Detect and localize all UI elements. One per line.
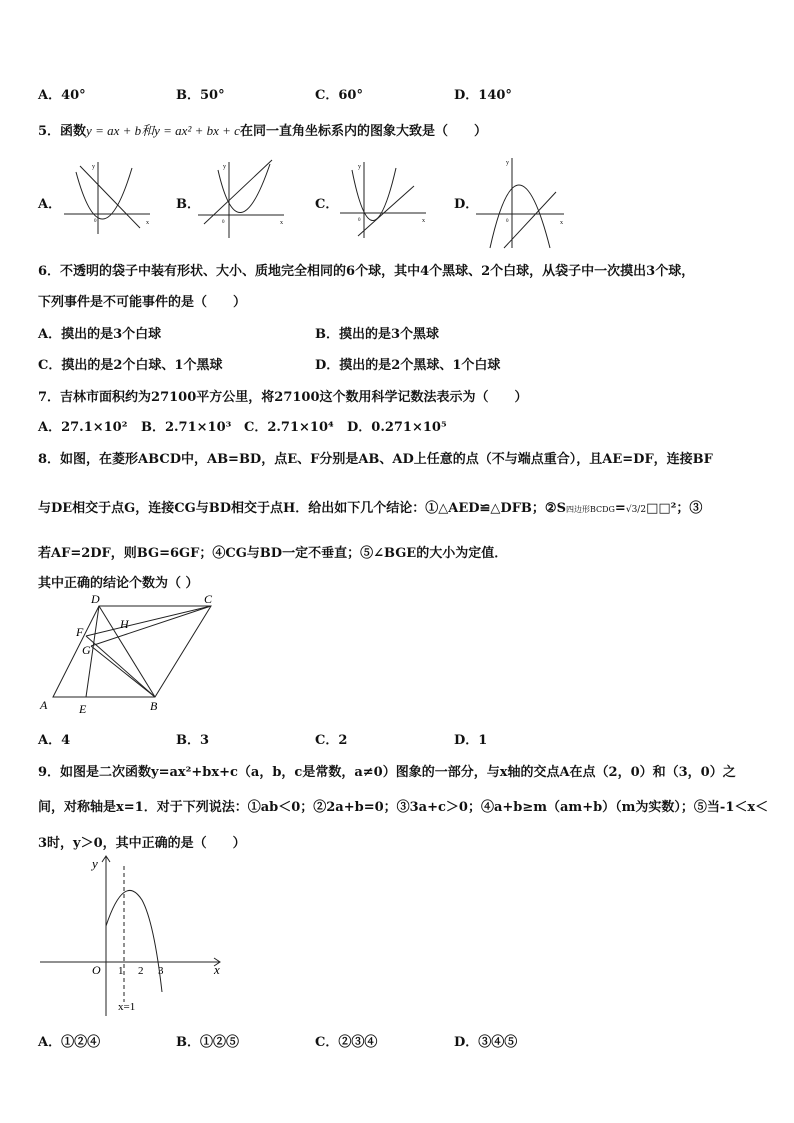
q5-option-d-label: D．: [454, 197, 479, 212]
q6-stem-line2: 下列事件是不可能事件的是（ ）: [38, 295, 247, 310]
q9-stem-line1: 9．如图是二次函数y=ax²+bx+c（a，b，c是常数，a≠0）图象的一部分，与x轴的交点A在点（2，0）和（3，0）之: [38, 765, 736, 780]
svg-text:x: x: [280, 220, 283, 226]
q7-option-d: D．0.271×10⁵: [347, 420, 447, 435]
q9-option-c: C．②③④: [315, 1035, 378, 1050]
straight-line: [80, 166, 140, 228]
q8-line2-subscript: 四边形BCDG: [565, 505, 615, 514]
q6-option-a: A．摸出的是3个白球: [38, 327, 162, 342]
q8-line2-a: 与DE相交于点G，连接CG与BD相交于点H．给出如下几个结论：①△AED≌△DFB；②S: [38, 501, 566, 516]
segment-fb: [86, 636, 155, 697]
q6-stem-line1: 6．不透明的袋子中装有形状、大小、质地完全相同的6个球，其中4个黑球、2个白球，从袋子中一次摸出3个球，: [38, 264, 695, 279]
svg-text:x: x: [422, 218, 425, 224]
svg-text:y: y: [223, 164, 226, 170]
q7-stem: 7．吉林市面积约为27100平方公里，将27100这个数用科学记数法表示为（ ）: [38, 390, 528, 405]
label-d: D: [91, 592, 100, 606]
svg-text:x: x: [560, 220, 563, 226]
svg-text:y: y: [358, 164, 361, 170]
q6-option-d: D．摸出的是2个黑球、1个白球: [315, 358, 501, 373]
q5-graph-d: [474, 156, 570, 252]
q8-line2-fraction: √3/2: [625, 505, 647, 515]
segment-gb: [91, 646, 155, 697]
straight-line: [358, 186, 414, 236]
segment-fc: [86, 606, 211, 636]
q9-option-a: A．①②④: [38, 1035, 101, 1050]
tick-1: 1: [118, 965, 124, 977]
q8-stem-line3: 若AF=2DF，则BG=6GF；④CG与BD一定不垂直；⑤∠BGE的大小为定值．: [38, 546, 508, 561]
q4-option-d: D．140°: [454, 88, 512, 103]
parabola-curve: [106, 890, 162, 992]
svg-text:y: y: [506, 160, 509, 166]
label-axis-of-symmetry: x=1: [118, 1001, 136, 1013]
q5-graph-c: [338, 158, 430, 240]
label-y: y: [92, 856, 98, 871]
label-x: x: [214, 962, 220, 977]
q4-option-b: B．50°: [176, 88, 225, 103]
label-f: F: [76, 625, 84, 639]
label-b: B: [150, 699, 158, 713]
q8-option-d: D．1: [454, 733, 488, 748]
label-g: G: [82, 643, 91, 657]
svg-text:0: 0: [506, 219, 509, 224]
q4-option-a: A．40°: [38, 88, 86, 103]
q7-option-b: B．2.71×10³: [141, 420, 232, 435]
tick-2: 2: [138, 965, 144, 977]
q9-option-b: B．①②⑤: [176, 1035, 239, 1050]
parabola: [490, 185, 550, 248]
q8-stem-line2: [38, 497, 702, 516]
q7-option-a: A．27.1×10²: [38, 420, 128, 435]
straight-line: [204, 160, 272, 224]
tick-3: 3: [158, 965, 164, 977]
q9-stem-line2: 间，对称轴是x=1．对于下列说法：①ab＜0；②2a+b=0；③3a+c＞0；④a+b≥m（am+b）（m为实数）；⑤当-1＜x＜: [38, 800, 769, 815]
svg-text:0: 0: [94, 219, 97, 224]
q9-stem-line3: 3时，y＞0，其中正确的是（ ）: [38, 836, 246, 851]
q6-option-b: B．摸出的是3个黑球: [315, 327, 440, 342]
q9-parabola-figure: [36, 852, 226, 1022]
q5-text-after: 在同一直角坐标系内的图象大致是（ ）: [239, 124, 487, 139]
q8-stem-line4: 其中正确的结论个数为（ ）: [38, 576, 199, 591]
q8-stem-line1: 8．如图，在菱形ABCD中，AB=BD，点E、F分别是AB、AD上任意的点（不与端点重合），且AE=DF，连接BF: [38, 452, 713, 467]
q8-option-b: B．3: [176, 733, 210, 748]
label-origin: O: [92, 963, 101, 977]
svg-text:y: y: [92, 164, 95, 170]
q8-line2-c: □□²；③: [646, 501, 703, 516]
parabola: [218, 164, 270, 213]
label-c: C: [204, 592, 213, 606]
q7-option-c: C．2.71×10⁴: [244, 420, 334, 435]
q5-formula: y = ax + b和y = ax² + bx + c: [86, 123, 240, 138]
label-e: E: [79, 702, 87, 716]
q5-stem: [38, 120, 487, 139]
segment-gc: [91, 606, 211, 646]
q8-option-c: C．2: [315, 733, 348, 748]
q5-option-c-label: C．: [315, 197, 339, 212]
q9-option-d: D．③④⑤: [454, 1035, 518, 1050]
q5-option-a-label: A．: [38, 197, 62, 212]
q5-graph-a: [62, 158, 154, 236]
q8-line2-eq: =: [614, 501, 626, 516]
svg-text:0: 0: [358, 218, 361, 223]
svg-text:0: 0: [222, 220, 225, 225]
q5-text-before: 5．函数: [38, 124, 87, 139]
label-h: H: [120, 617, 129, 631]
q5-option-b-label: B．: [176, 197, 200, 212]
q6-option-c: C．摸出的是2个白球、1个黑球: [38, 358, 223, 373]
q8-option-a: A．4: [38, 733, 71, 748]
q5-graph-b: [196, 158, 288, 240]
svg-text:x: x: [146, 220, 149, 226]
rhombus-abcd: [53, 606, 211, 697]
label-a: A: [40, 698, 48, 712]
q8-rhombus-figure: [36, 592, 226, 716]
q4-option-c: C．60°: [315, 88, 363, 103]
